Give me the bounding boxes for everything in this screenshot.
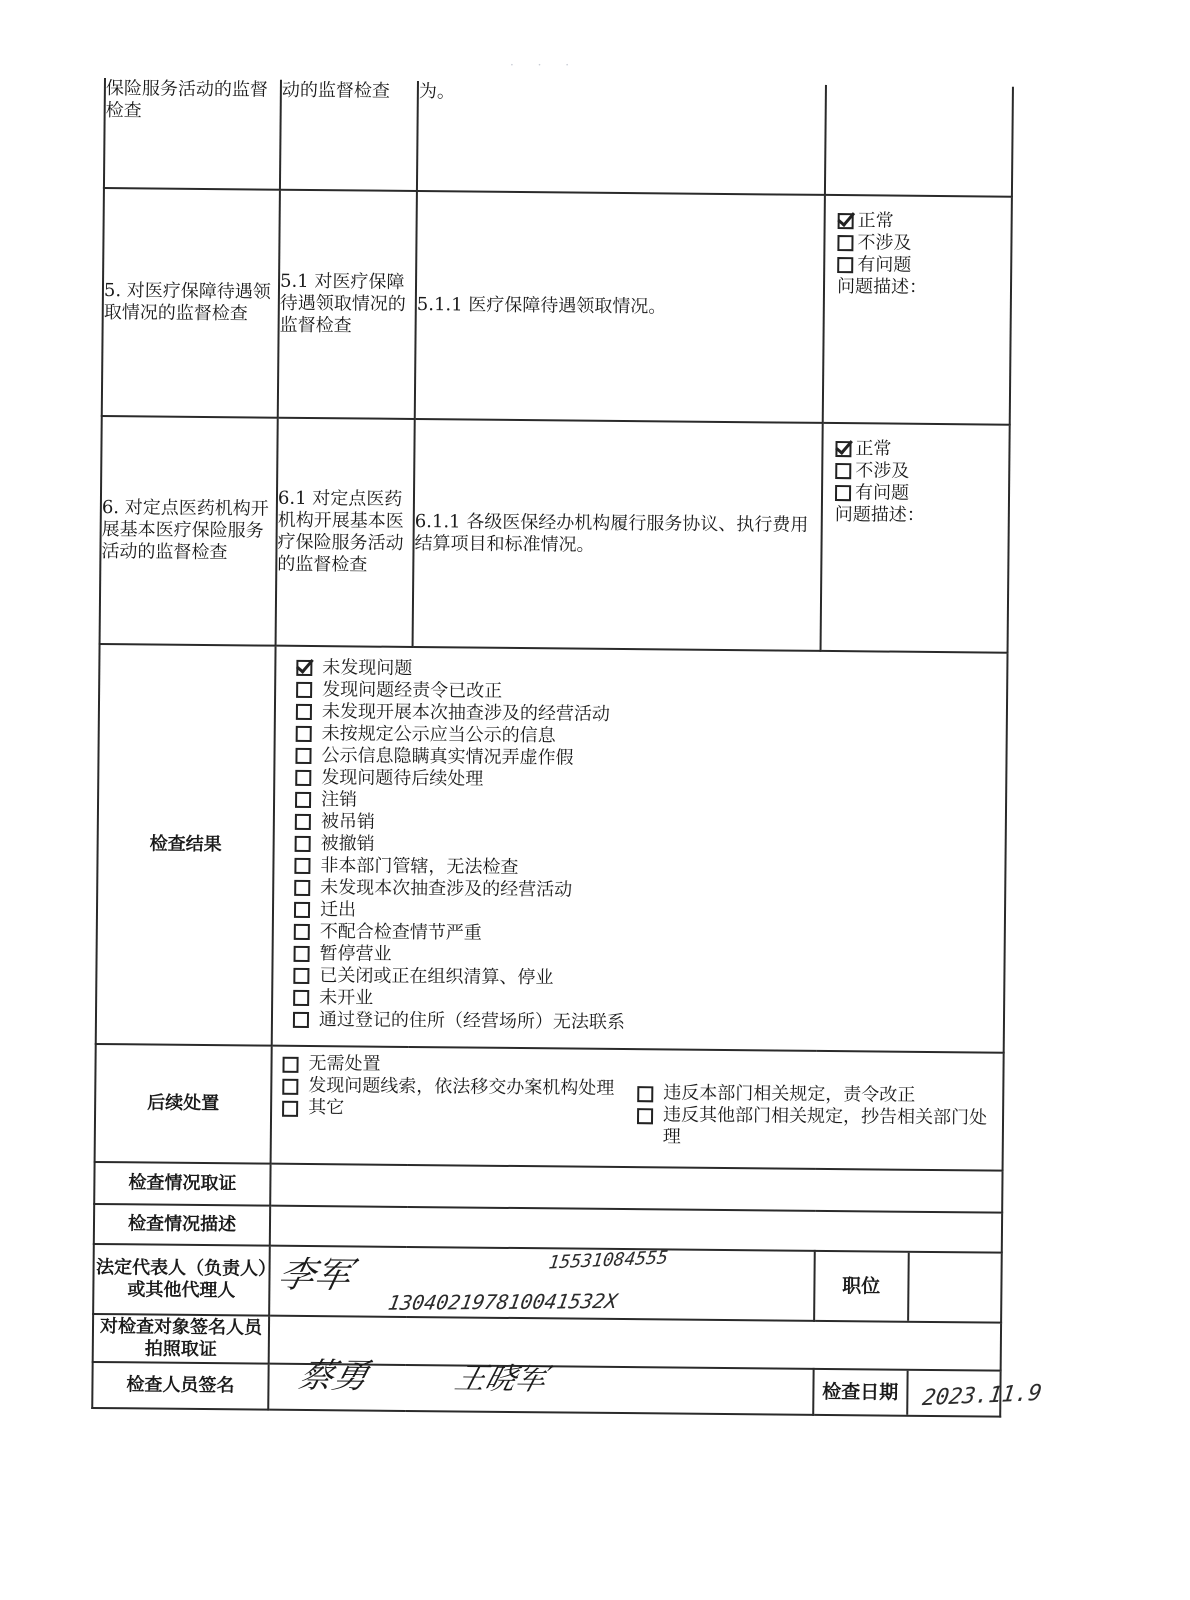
evidence-field[interactable] (270, 1164, 1002, 1213)
detail-cell (415, 191, 825, 423)
follow-up-label: 后续处置 (95, 1044, 272, 1164)
legal-rep-row (93, 1244, 1002, 1323)
checkbox-icon[interactable] (835, 485, 851, 501)
checkbox-icon[interactable] (295, 792, 311, 808)
checkbox-icon[interactable] (637, 1086, 653, 1102)
description-field[interactable] (270, 1206, 1002, 1253)
checkbox-icon[interactable] (295, 770, 311, 786)
checkbox-icon[interactable] (295, 814, 311, 830)
legal-rep-id-number: 130402197810041532X (386, 1288, 620, 1315)
status-label: 不涉及 (855, 460, 910, 482)
checkbox-icon[interactable] (296, 726, 312, 742)
check-result-option-label: 未按规定公示应当公示的信息 (321, 723, 556, 747)
check-result-option-label: 已关闭或正在组织清算、停业 (319, 965, 554, 989)
photo-field[interactable] (269, 1316, 1001, 1371)
follow-up-right-column (637, 1056, 993, 1151)
inspector-signature-2: 王晓军 (451, 1361, 551, 1398)
status-label: 正常 (855, 438, 892, 460)
inspector-row (92, 1362, 1000, 1417)
checkbox-icon[interactable] (837, 257, 853, 273)
detail-text: 为。 (418, 81, 455, 103)
checkbox-icon[interactable] (835, 463, 851, 479)
table-row (100, 416, 1010, 653)
follow-up-options (271, 1046, 1004, 1171)
description-label: 检查情况描述 (94, 1204, 270, 1246)
check-result-option-label: 公示信息隐瞒真实情况弄虚作假 (321, 745, 574, 769)
detail-text: 6.1.1 各级医保经办机构履行服务协议、执行费用结算项目和标准情况。 (414, 511, 809, 556)
scan-noise: · · · (510, 58, 580, 72)
check-result-option-label: 未发现本次抽查涉及的经营活动 (320, 877, 573, 901)
checkbox-icon[interactable] (282, 1057, 298, 1073)
status-label: 问题描述： (834, 504, 925, 526)
follow-option-label: 违反其他部门相关规定，抄告相关部门处理 (662, 1104, 988, 1148)
checked-box-icon[interactable] (838, 213, 854, 229)
checkbox-icon[interactable] (282, 1101, 298, 1117)
detail-cell (417, 81, 826, 195)
position-field[interactable] (909, 1253, 1001, 1322)
item-cell (104, 78, 281, 190)
check-result-label: 检查结果 (96, 644, 276, 1046)
check-result-option-label: 注销 (320, 789, 358, 811)
problem-description-label (837, 276, 1010, 300)
check-result-option-label: 未开业 (319, 987, 374, 1009)
follow-option-label: 其它 (308, 1097, 345, 1119)
checked-box-icon[interactable] (296, 660, 312, 676)
status-cell (821, 423, 1010, 653)
status-label: 有问题 (857, 254, 912, 276)
sub-item-text: 动的监督检查 (281, 79, 390, 102)
check-result-option-label: 不配合检查情节严重 (319, 921, 482, 944)
item-text: 保险服务活动的监督检查 (105, 78, 268, 122)
checkbox-icon[interactable] (837, 235, 853, 251)
legal-rep-signature: 李军 (274, 1254, 356, 1297)
checkbox-icon[interactable] (293, 968, 309, 984)
photo-label: 对检查对象签名人员拍照取证 (93, 1314, 269, 1364)
check-result-option-label: 通过登记的住所（经营场所）无法联系 (318, 1009, 626, 1034)
follow-option-report[interactable] (637, 1104, 992, 1151)
status-option-normal[interactable] (835, 438, 1008, 462)
checkbox-icon[interactable] (293, 990, 309, 1006)
checkbox-icon[interactable] (294, 880, 310, 896)
check-result-option-label: 非本部门管辖，无法检查 (320, 855, 519, 879)
date-cell (813, 1369, 1043, 1417)
status-option-na[interactable] (835, 460, 1008, 484)
inspector-signature-cell[interactable] (268, 1355, 813, 1415)
checkbox-icon[interactable] (293, 1012, 309, 1028)
inspector-label: 检查人员签名 (92, 1362, 268, 1410)
checkbox-icon[interactable] (296, 682, 312, 698)
checkbox-icon[interactable] (294, 946, 310, 962)
follow-up-left-column (282, 1053, 638, 1148)
detail-text: 5.1.1 医疗保障待遇领取情况。 (416, 294, 667, 318)
status-label: 不涉及 (857, 232, 912, 254)
follow-option-label: 无需处置 (308, 1053, 381, 1075)
follow-option-label: 违反本部门相关规定，责令改正 (663, 1082, 916, 1106)
check-result-list (273, 647, 1007, 1044)
sub-item-text: 6.1 对定点医药机构开展基本医疗保险服务活动的监督检查 (277, 487, 404, 576)
sub-item-cell (280, 80, 418, 191)
status-option-problem[interactable] (835, 482, 1008, 506)
follow-option-label: 发现问题线索，依法移交办案机构处理 (308, 1075, 615, 1099)
legal-rep-label: 法定代表人（负责人）或其他代理人 (93, 1244, 270, 1316)
checkbox-icon[interactable] (296, 704, 312, 720)
follow-option-other[interactable] (282, 1097, 637, 1122)
position-cell (814, 1251, 1002, 1323)
sub-item-cell (276, 418, 415, 647)
item-text: 6. 对定点医药机构开展基本医疗保险服务活动的监督检查 (101, 496, 269, 564)
checkbox-icon[interactable] (294, 902, 310, 918)
check-result-option-label: 暂停营业 (319, 943, 392, 965)
checkbox-icon[interactable] (294, 924, 310, 940)
checkbox-icon[interactable] (282, 1079, 298, 1095)
check-result-option-label: 未发现开展本次抽查涉及的经营活动 (321, 701, 611, 725)
status-option-na[interactable] (837, 232, 1010, 256)
legal-rep-phone: 15531084555 (547, 1247, 670, 1274)
sub-item-text: 5.1 对医疗保障待遇领取情况的监督检查 (279, 270, 406, 337)
check-result-row (96, 644, 1008, 1053)
check-result-option-label: 迁出 (319, 899, 357, 921)
checkbox-icon[interactable] (295, 836, 311, 852)
sub-item-cell (278, 190, 417, 419)
status-option-normal[interactable] (838, 210, 1011, 234)
checked-box-icon[interactable] (835, 441, 851, 457)
table-row (102, 188, 1012, 425)
check-result-option-label: 发现问题待后续处理 (321, 767, 484, 790)
detail-cell (413, 419, 823, 651)
status-cell (825, 85, 1013, 197)
problem-description-label (835, 504, 1008, 528)
inspector-signature-1: 蔡勇 (294, 1355, 373, 1397)
status-option-problem[interactable] (837, 254, 1010, 278)
inspection-date: 2023.11.9 (920, 1380, 1043, 1412)
evidence-label: 检查情况取证 (94, 1162, 270, 1206)
status-label: 有问题 (854, 482, 910, 504)
check-result-option-label: 发现问题经责令已改正 (322, 679, 503, 702)
checkbox-icon[interactable] (295, 748, 311, 764)
inspection-table (91, 78, 1043, 1418)
check-result-option-label: 被吊销 (320, 811, 375, 833)
follow-up-row (95, 1044, 1004, 1171)
status-cell (823, 195, 1012, 425)
check-result-option-label: 被撤销 (320, 833, 375, 855)
check-result-options (272, 646, 1008, 1053)
legal-rep-signature-cell[interactable] (269, 1246, 815, 1321)
item-cell (102, 188, 280, 418)
item-text: 5. 对医疗保障待遇领取情况的监督检查 (103, 280, 271, 325)
position-label: 职位 (815, 1252, 909, 1321)
date-field[interactable] (908, 1371, 1043, 1416)
date-label: 检查日期 (814, 1370, 908, 1415)
check-result-option-label: 未发现问题 (322, 657, 413, 679)
checkbox-icon[interactable] (294, 858, 310, 874)
checkbox-icon[interactable] (637, 1108, 653, 1124)
status-label: 正常 (857, 210, 894, 232)
table-row (104, 78, 1013, 197)
item-cell (100, 416, 278, 646)
status-label: 问题描述： (836, 276, 928, 298)
